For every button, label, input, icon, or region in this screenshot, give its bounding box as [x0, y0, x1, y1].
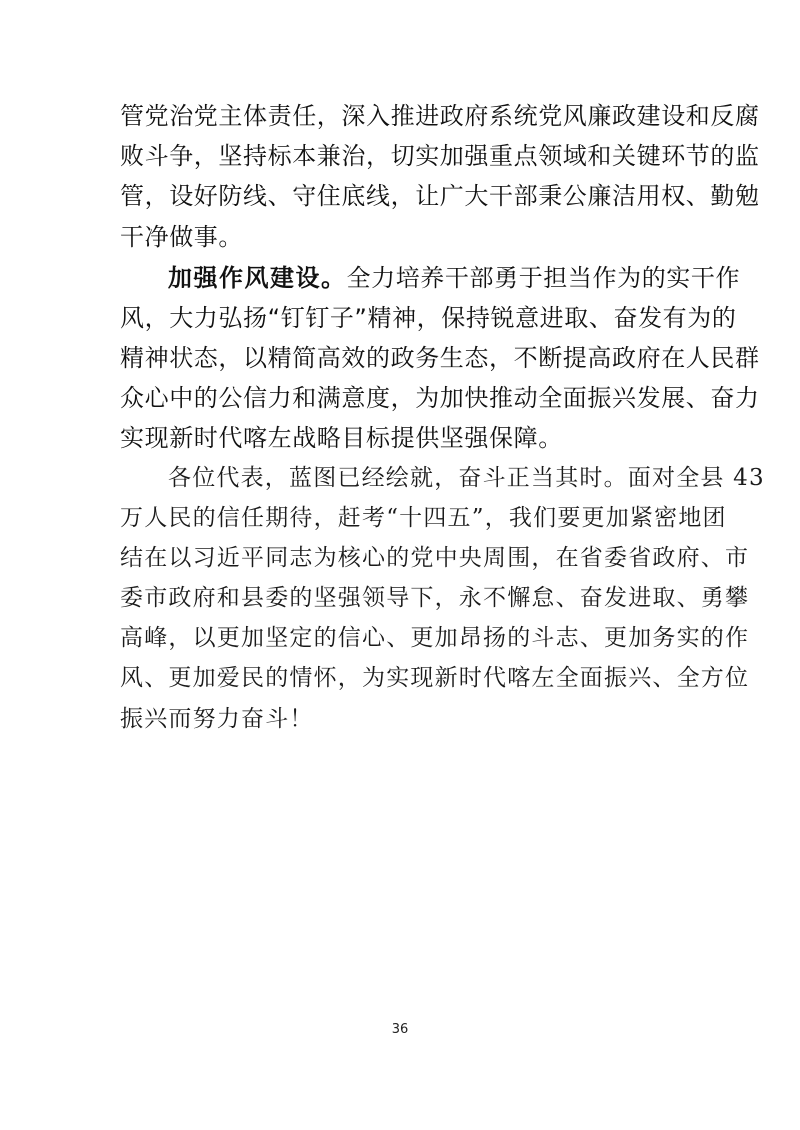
paragraph-2-line-3: 精神状态，以精简高效的政务生态，不断提高政府在人民群: [120, 344, 760, 372]
paragraph-1-line-2: 败斗争，坚持标本兼治，切实加强重点领域和关键环节的监: [120, 142, 760, 170]
section-lead-heading: 加强作风建设。: [168, 263, 347, 292]
paragraph-3-line-3: 结在以习近平同志为核心的党中央周围，在省委省政府、市: [120, 545, 750, 571]
paragraph-3-line-4: 委市政府和县委的坚强领导下，永不懈怠、奋发进取、勇攀: [120, 585, 750, 611]
paragraph-2-line-5: 实现新时代喀左战略目标提供坚强保障。: [120, 424, 563, 452]
paragraph-2-line-2: 风，大力弘扬“钉钉子”精神，保持锐意进取、奋发有为的: [120, 304, 737, 332]
paragraph-3-line-6: 风、更加爱民的情怀，为实现新时代喀左全面振兴、全方位: [120, 665, 750, 691]
paragraph-2-line-1-rest: 全力培养干部勇于担当作为的实干作: [346, 264, 741, 292]
paragraph-2-line-1: [168, 258, 740, 298]
paragraph-2-line-4: 众心中的公信力和满意度，为加快推动全面振兴发展、奋力: [120, 384, 760, 412]
paragraph-1-line-4: 干净做事。: [120, 223, 243, 251]
paragraph-3-line-5: 高峰，以更加坚定的信心、更加昂扬的斗志、更加务实的作: [120, 625, 750, 651]
paragraph-3-line-7: 振兴而努力奋斗！: [120, 706, 314, 732]
paragraph-3-line-1: 各位代表，蓝图已经绘就，奋斗正当其时。面对全县 43: [168, 465, 765, 491]
page-number: 36: [391, 1022, 409, 1037]
paragraph-1-line-1: 管党治党主体责任，深入推进政府系统党风廉政建设和反腐: [120, 102, 760, 130]
paragraph-1-line-3: 管，设好防线、守住底线，让广大干部秉公廉洁用权、勤勉: [120, 182, 760, 210]
paragraph-3-line-2: 万人民的信任期待，赶考“十四五”，我们要更加紧密地团: [120, 505, 727, 531]
